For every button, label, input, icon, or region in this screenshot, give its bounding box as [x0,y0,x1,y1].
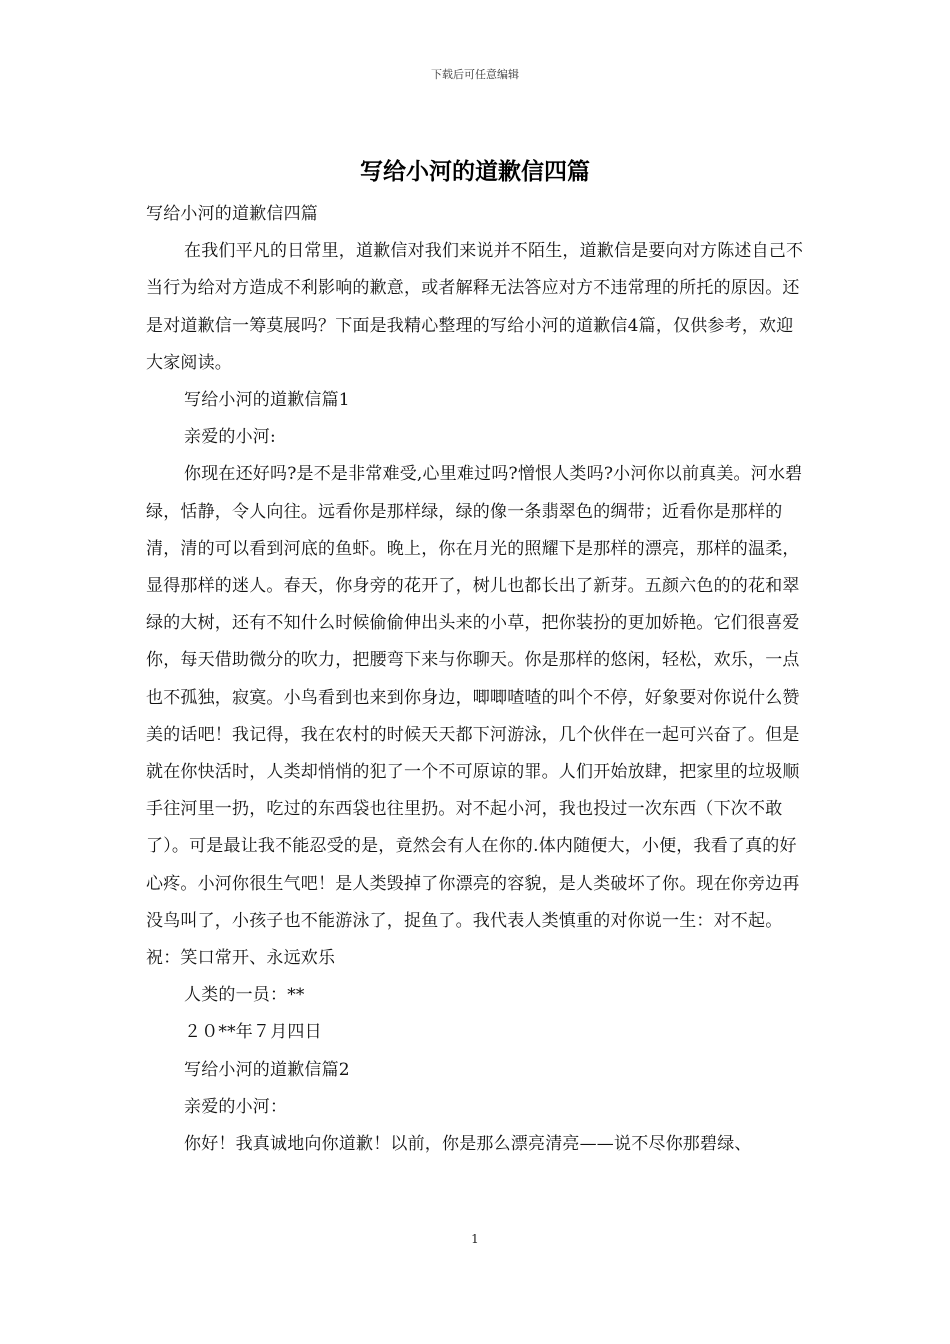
letter-body-2: 你好！我真诚地向你道歉！以前，你是那么漂亮清亮——说不尽你那碧绿、 [184,1134,752,1155]
salutation-1: 亲爱的小河: [184,427,276,448]
document-body [146,196,810,1163]
signature-1: 人类的一员：** [184,985,305,1006]
section-heading-1: 写给小河的道歉信篇1 [184,390,350,411]
date-1: ２０**年７月四日 [184,1022,322,1043]
letter-body-1: 你现在还好吗?是不是非常难受,心里难过吗?憎恨人类吗?小河你以前真美。河水碧绿，恬静，令人向往。远看你是那样绿，绿的像一条翡翠色的绸带；近看你是那样的清，清的可以看到河底的鱼虾。晚上，你在月光的照耀下是那样的漂亮，那样的温柔，显得那样的迷人。春天，你身旁的花开了，树儿也都长出了新芽。五颜六色的的花和翠绿的大树，还有不知什么时候偷偷伸出头来的小草，把你装扮的更加娇艳。它们很喜爱你，每天借助微分的吹力，把腰弯下来与你聊天。你是那样的悠闲，轻松，欢乐，一点也不孤独，寂寞。小鸟看到也来到你身边，唧唧喳喳的叫个不停，好象要对你说什么赞美的话吧！我记得，我在农村的时候天天都下河游泳，几个伙伴在一起可兴奋了。但是就在你快活时，人类却悄悄的犯了一个不可原谅的罪。人们开始放肆，把家里的垃圾顺手往河里一扔，吃过的东西袋也往里扔。对不起小河，我也投过一次东西（下次不敢了）。可是最让我不能忍受的是，竟然会有人在你的.体内随便大，小便，我看了真的好心疼。小河你很生气吧！是人类毁掉了你漂亮的容貌，是人类破坏了你。现在你旁边再没鸟叫了，小孩子也不能游泳了，捉鱼了。我代表人类慎重的对你说一生：对不起。祝：笑口常开、永远欢乐 [146,464,803,969]
section-heading-2: 写给小河的道歉信篇2 [184,1059,350,1080]
page-number: 1 [471,1232,479,1246]
header-note: 下载后可任意编辑 [431,68,519,81]
paragraph-subtitle: 写给小河的道歉信四篇 [146,204,318,224]
salutation-2: 亲爱的小河： [184,1096,288,1117]
document-title: 写给小河的道歉信四篇 [360,159,590,185]
paragraph-intro: 在我们平凡的日常里，道歉信对我们来说并不陌生，道歉信是要向对方陈述自己不当行为给对方造成不利影响的歉意，或者解释无法答应对方不违常理的所托的原因。还是对道歉信一筹莫展吗？下面是我精心整理的写给小河的道歉信4篇，仅供参考，欢迎大家阅读。 [146,241,804,373]
